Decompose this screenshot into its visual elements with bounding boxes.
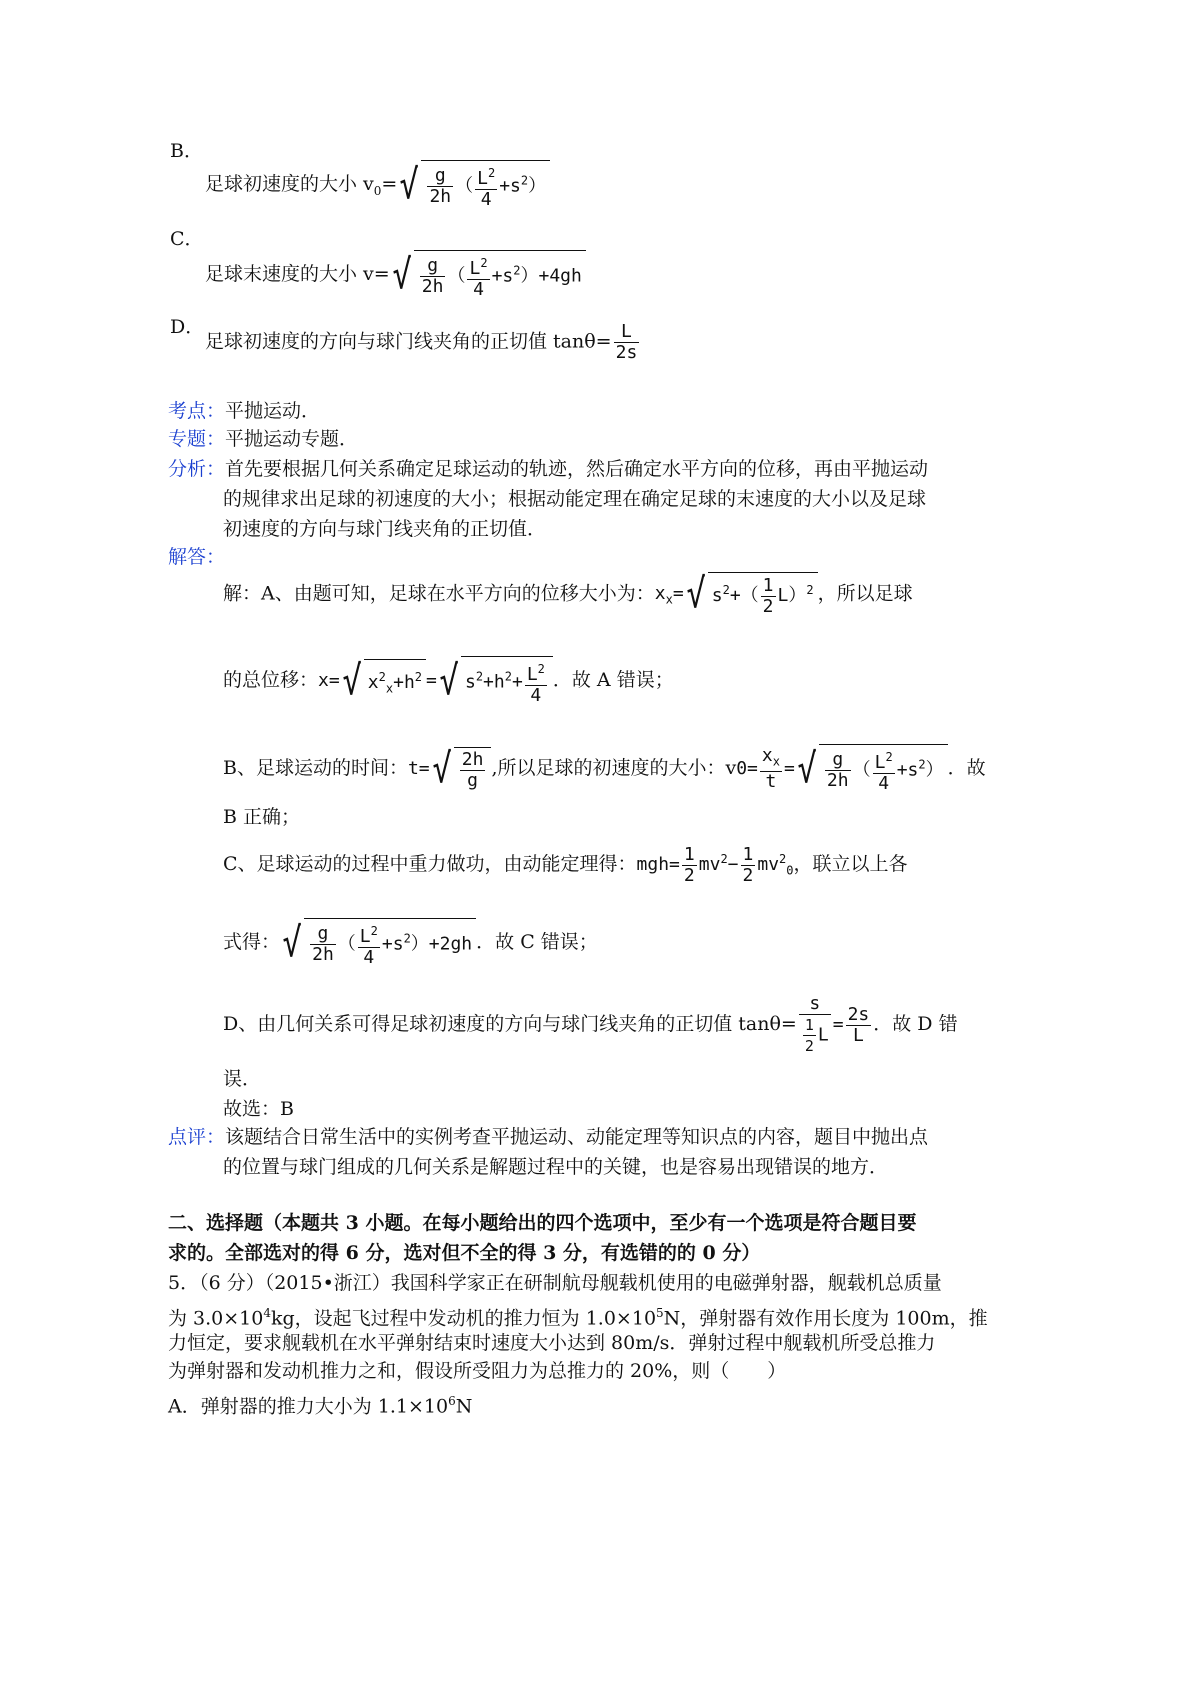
q5-line-1: 5．（6 分）（2015•浙江）我国科学家正在研制航母舰载机使用的电磁弹射器，舰载机总质量	[168, 1272, 942, 1294]
kaodian-row	[168, 396, 320, 426]
option-b-text: 足球初速度的大小 v	[205, 173, 374, 195]
solution-b-line-1	[223, 744, 986, 794]
option-b	[205, 160, 550, 210]
zhuanti-row	[168, 424, 358, 454]
solution-a-line-2	[223, 656, 674, 706]
option-c-letter: C．	[170, 228, 204, 250]
formula-c: √ $\frac{g}{2h}$ （ $\frac{L^2}{4}$ $+s^2)+4gh$	[390, 250, 586, 300]
formula-tan: s $\frac{1}{2}$ L = $\frac{2s}{L}$	[797, 1014, 873, 1035]
q5-option-a: A．弹射器的推力大小为 $1.1\times 10^6N$	[168, 1394, 473, 1418]
solution-c-line-1	[223, 844, 908, 886]
option-d-text: 足球初速度的方向与球门线夹角的正切值 tanθ=	[205, 330, 612, 353]
section-2-heading-2: 求的。全部选对的得 6 分，选对但不全的得 3 分，有选错的的 0 分）	[168, 1242, 761, 1264]
kaodian-text: 平抛运动．	[225, 400, 321, 422]
option-d-letter: D．	[170, 316, 205, 338]
fenxi-row	[168, 454, 928, 484]
solution-c-result-label: 式得：	[223, 931, 281, 953]
formula-v0: 0= $\frac{x_x}{t}$ =√ $\frac{g}{2h}$ （ $\frac{L^2}{4}$ $+s^2$）	[736, 758, 947, 779]
zhuanti-text: 平抛运动专题．	[225, 428, 359, 450]
solution-a-total: 的总位移：	[223, 669, 319, 691]
formula-xx: $x_x=√$ $s^2+$（ $\frac{1}{2}$ L）$^2$	[655, 583, 818, 604]
fenxi-line-2: 的规律求出足球的初速度的大小；根据动能定理在确定足球的末速度的大小以及足球	[223, 488, 927, 510]
section-2-heading-1: 二、选择题（本题共 3 小题。在每小题给出的四个选项中，至少有一个选项是符合题目要	[168, 1212, 917, 1234]
solution-c-end: ，联立以上各	[793, 853, 908, 875]
q5-line-2: 为 $3.0\times 10^4kg$，设起飞过程中发动机的推力恒为 $1.0\times 10^5N$，弹射器有效作用长度为 100m，推	[168, 1306, 988, 1330]
solution-a-line-1	[223, 572, 913, 617]
solution-b-end: ．故	[947, 757, 986, 779]
jieda-label: 解答：	[168, 546, 226, 568]
solution-a-end: ，所以足球	[817, 582, 913, 605]
fenxi-line-3: 初速度的方向与球门线夹角的正切值．	[223, 518, 547, 540]
option-d	[205, 322, 641, 363]
option-b-sub: 0	[373, 183, 382, 198]
fenxi-line-1: 首先要根据几何关系确定足球运动的轨迹，然后确定水平方向的位移，再由平抛运动	[225, 458, 929, 480]
formula-x: x=√ $x^2_x+h^2$ =√ $s^2+h^2+$ $\frac{L^2}{4}$	[318, 670, 553, 691]
solution-b-line-2: B 正确；	[223, 806, 301, 828]
dianping-row	[168, 1122, 928, 1152]
solution-a-text: 解：A、由题可知，足球在水平方向的位移大小为：	[223, 582, 655, 605]
solution-c-conclusion: ．故 C 错误；	[476, 931, 598, 953]
option-c	[205, 250, 586, 300]
answer: 故选：B	[223, 1098, 294, 1120]
fenxi-label: 分析：	[168, 458, 226, 480]
formula-energy: mgh= $\frac{1}{2}$ $mv^2-$ $\frac{1}{2}$ $mv^2_0$	[636, 843, 794, 886]
solution-d-end: ．故 D 错	[873, 1013, 958, 1035]
solution-d-line-1	[223, 994, 958, 1056]
dianping-label: 点评：	[168, 1126, 226, 1148]
zhuanti-label: 专题：	[168, 428, 226, 450]
option-c-text: 足球末速度的大小 v=	[205, 263, 390, 285]
formula-c-result: √ $\frac{g}{2h}$ （ $\frac{L^2}{4}$ $+s^2)+2gh$	[280, 918, 476, 968]
q5-line-3: 力恒定，要求舰载机在水平弹射结束时速度大小达到 80m/s．弹射过程中舰载机所受总推力	[168, 1332, 936, 1354]
dianping-line-2: 的位置与球门组成的几何关系是解题过程中的关键，也是容易出现错误的地方．	[223, 1156, 889, 1178]
q5-line-4: 为弹射器和发动机推力之和，假设所受阻力为总推力的 20%，则（ ）	[168, 1360, 787, 1382]
formula-d: $\frac{L}{2s}$	[615, 321, 638, 363]
solution-b-text: B、足球运动的时间：	[223, 757, 408, 779]
option-b-letter: B．	[170, 140, 203, 162]
solution-d-text: D、由几何关系可得足球初速度的方向与球门线夹角的正切值 tanθ=	[223, 1013, 797, 1035]
solution-c-text: C、足球运动的过程中重力做功，由动能定理得：	[223, 853, 637, 875]
kaodian-label: 考点：	[168, 400, 226, 422]
option-b-eq: =	[381, 173, 398, 195]
solution-a-conclusion: ．故 A 错误；	[552, 669, 674, 691]
dianping-line-1: 该题结合日常生活中的实例考查平抛运动、动能定理等知识点的内容，题目中抛出点	[225, 1126, 929, 1148]
solution-d-line-2: 误．	[223, 1068, 262, 1090]
solution-c-line-2	[223, 918, 598, 968]
formula-b: √ $\frac{g}{2h}$ （ $\frac{L^2}{4}$ $+s^2$）	[397, 160, 550, 210]
formula-t: t=√ $\frac{2h}{g}$	[408, 758, 491, 779]
solution-b-mid: ,所以足球的初速度的大小：v	[491, 757, 737, 779]
